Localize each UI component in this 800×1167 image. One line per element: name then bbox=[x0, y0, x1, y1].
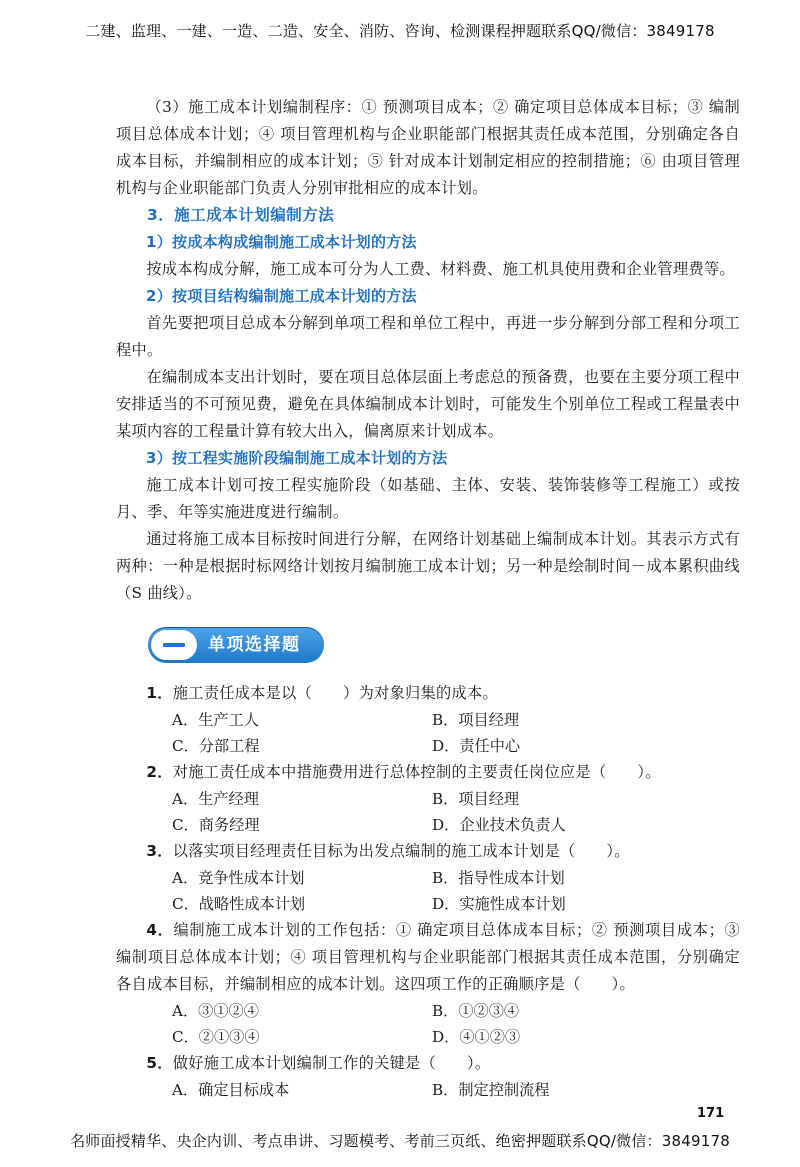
question-2 bbox=[116, 759, 740, 786]
section-number-dash-icon bbox=[151, 630, 197, 660]
footer-banner: 名师面授精华、央企内训、考点串讲、习题模考、考前三页纸、绝密押题联系QQ/微信：3849178 bbox=[70, 1132, 730, 1150]
header-banner: 二建、监理、一建、一造、二造、安全、消防、咨询、检测课程押题联系QQ/微信：3849178 bbox=[85, 22, 715, 40]
question-stem: 施工责任成本是以（ ）为对象归集的成本。 bbox=[172, 684, 498, 702]
procedure-paragraph: （3）施工成本计划编制程序：① 预测项目成本；② 确定项目总体成本目标；③ 编制项目总体成本计划；④ 项目管理机构与企业职能部门根据其责任成本范围，分别确定各自成本目标，并编制相应的成本计划；⑤ 针对成本计划制定相应的控制措施；⑥ 由项目管理机构与企业职能部门负责人分别审批相应的成本计划。 bbox=[116, 98, 740, 197]
question-3 bbox=[116, 838, 740, 865]
question-number: 4． bbox=[146, 921, 174, 939]
option: D．责任中心 bbox=[432, 737, 521, 755]
option: A．生产经理 bbox=[172, 790, 259, 808]
question-3-options bbox=[116, 865, 740, 917]
question-1-options bbox=[116, 707, 740, 759]
option: A．竞争性成本计划 bbox=[172, 869, 305, 887]
question-stem: 做好施工成本计划编制工作的关键是（ ）。 bbox=[172, 1054, 491, 1072]
option: D．④①②③ bbox=[432, 1028, 521, 1046]
option: C．战略性成本计划 bbox=[172, 895, 306, 913]
question-5 bbox=[116, 1050, 740, 1077]
question-stem: 对施工责任成本中措施费用进行总体控制的主要责任岗位应是（ ）。 bbox=[172, 763, 661, 781]
option: B．制定控制流程 bbox=[432, 1081, 550, 1099]
question-number: 2． bbox=[146, 763, 173, 781]
question-5-options bbox=[116, 1077, 740, 1103]
question-number: 1． bbox=[146, 684, 173, 702]
option: B．①②③④ bbox=[432, 1002, 520, 1020]
option: A．③①②④ bbox=[172, 1002, 259, 1020]
option: B．项目经理 bbox=[432, 790, 520, 808]
paragraph-implementation-stage-1: 施工成本计划可按工程实施阶段（如基础、主体、安装、装饰装修等工程施工）或按月、季、年等实施进度进行编制。 bbox=[116, 476, 740, 521]
paragraph-implementation-stage-2: 通过将施工成本目标按时间进行分解，在网络计划基础上编制成本计划。其表示方式有两种：一种是根据时标网络计划按月编制施工成本计划；另一种是绘制时间－成本累积曲线（S 曲线）。 bbox=[116, 530, 740, 602]
subheading-implementation-stage: 3）按工程实施阶段编制施工成本计划的方法 bbox=[146, 449, 448, 467]
option: A．确定目标成本 bbox=[172, 1081, 290, 1099]
section-heading-methods: 3．施工成本计划编制方法 bbox=[147, 206, 335, 224]
question-number: 5． bbox=[146, 1054, 173, 1072]
question-1 bbox=[116, 680, 740, 707]
option: D．企业技术负责人 bbox=[432, 816, 566, 834]
question-stem: 以落实项目经理责任目标为出发点编制的施工成本计划是（ ）。 bbox=[172, 842, 630, 860]
option: C．分部工程 bbox=[172, 737, 260, 755]
question-number: 3． bbox=[146, 842, 173, 860]
paragraph-project-structure-1: 首先要把项目总成本分解到单项工程和单位工程中，再进一步分解到分部工程和分项工程中。 bbox=[116, 314, 740, 359]
page-number: 171 bbox=[697, 1106, 725, 1121]
subheading-cost-structure: 1）按成本构成编制施工成本计划的方法 bbox=[146, 233, 417, 251]
question-4-options bbox=[116, 998, 740, 1050]
question-2-options bbox=[116, 786, 740, 838]
subheading-project-structure: 2）按项目结构编制施工成本计划的方法 bbox=[146, 287, 417, 305]
question-stem: 编制施工成本计划的工作包括：① 确定项目总体成本目标；② 预测项目成本；③ 编制项目总体成本计划；④ 项目管理机构与企业职能部门根据其责任成本范围，分别确定各自成本目标，并编制相应的成本计划。这四项工作的正确顺序是（ ）。 bbox=[116, 921, 740, 993]
section-title: 单项选择题 bbox=[208, 635, 301, 655]
option: C．商务经理 bbox=[172, 816, 260, 834]
option: A．生产工人 bbox=[172, 711, 259, 729]
paragraph-project-structure-2: 在编制成本支出计划时，要在项目总体层面上考虑总的预备费，也要在主要分项工程中安排适当的不可预见费，避免在具体编制成本计划时，可能发生个别单位工程或工程量表中某项内容的工程量计算有较大出入，偏离原来计划成本。 bbox=[116, 368, 740, 440]
option: D．实施性成本计划 bbox=[432, 895, 566, 913]
main-content bbox=[116, 94, 740, 607]
question-4 bbox=[116, 917, 740, 998]
section-badge bbox=[148, 627, 324, 663]
paragraph-cost-structure: 按成本构成分解，施工成本可分为人工费、材料费、施工机具使用费和企业管理费等。 bbox=[146, 260, 735, 278]
option: B．项目经理 bbox=[432, 711, 520, 729]
question-list bbox=[116, 680, 740, 1103]
option: B．指导性成本计划 bbox=[432, 869, 565, 887]
option: C．②①③④ bbox=[172, 1028, 260, 1046]
